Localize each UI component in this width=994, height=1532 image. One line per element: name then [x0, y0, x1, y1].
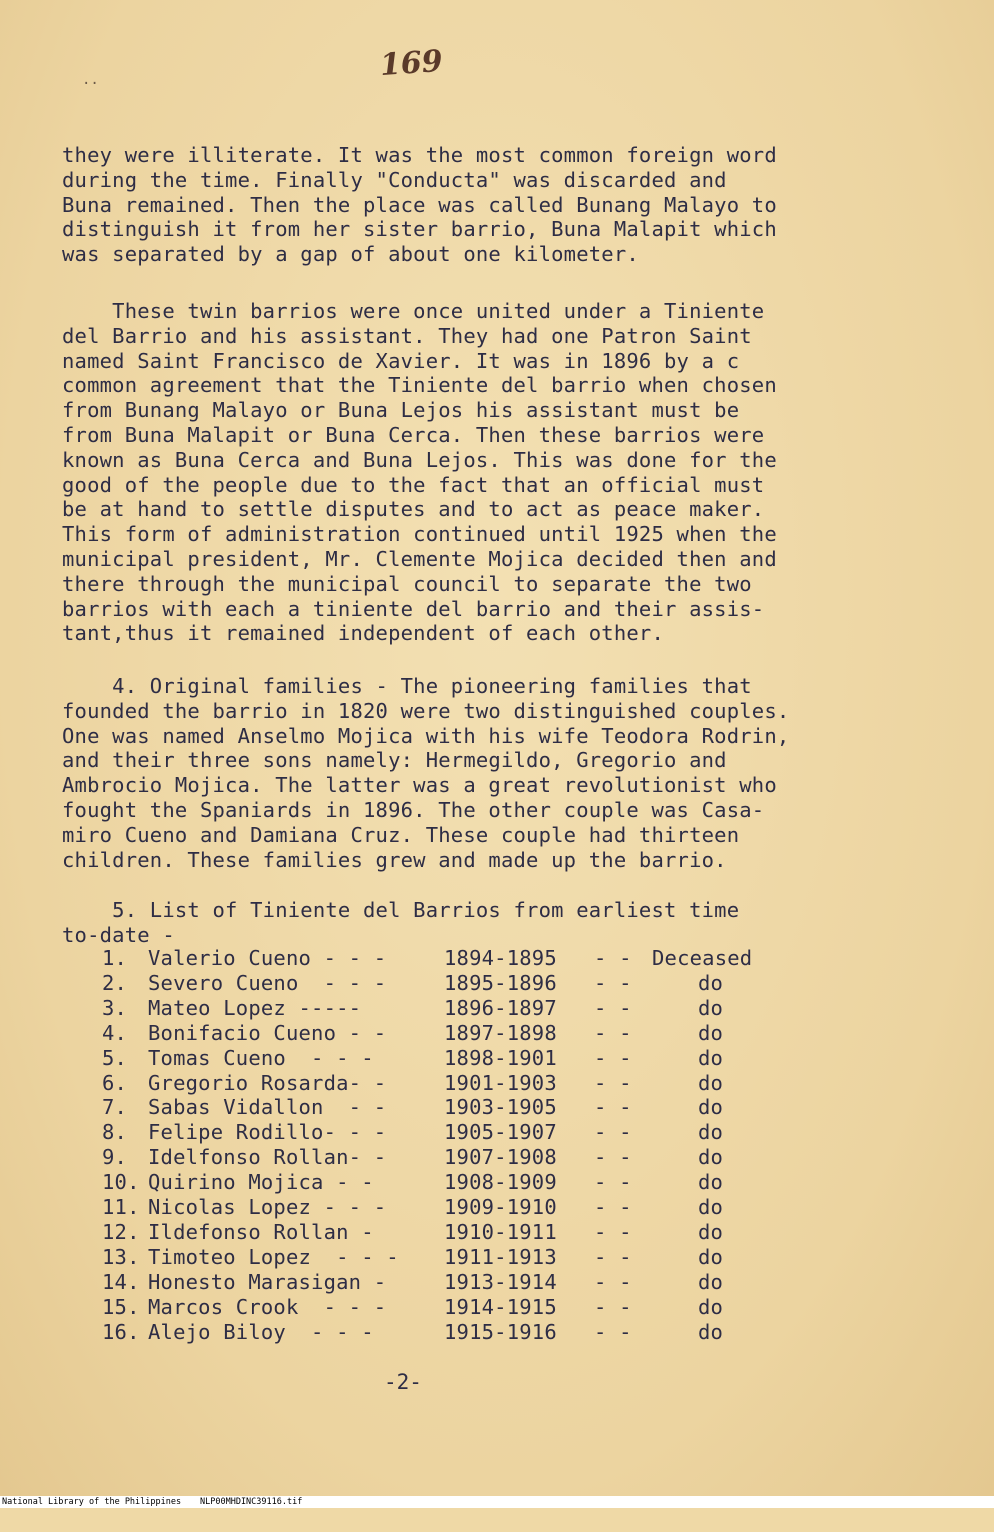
paragraph-barrio-name: they were illiterate. It was the most common foreign word during the time. Finally "Conducta" was discarded and Buna remained. Then the place was called Bunang Malayo to distinguish it from her sister barrio, Buna Malapit which was separated by a gap of about one kilometer.: [62, 143, 777, 267]
paragraph-twin-barrios: These twin barrios were once united under a Tiniente del Barrio and his assistant. They had one Patron Saint named Saint Francisco de Xavier. It was in 1896 by a c common agreement that the Tiniente del barrio when chosen from Bunang Malayo or Buna Lejos his assistant must be from Buna Malapit or Buna Cerca. Then these barrios were known as Buna Cerca and Buna Lejos. This was done for the good of the people due to the fact that an official must be at hand to settle disputes and to act as peace maker. This form of administration continued until 1925 when the municipal president, Mr. Clemente Mojica decided then and there through the municipal council to separate the two barrios with each a tiniente del barrio and their assis- tant,thus it remained independent of each other.: [62, 299, 777, 646]
tiniente-dash: - -: [594, 1244, 632, 1269]
tiniente-name: Gregorio Rosarda- -: [148, 1070, 387, 1095]
tiniente-number: 7.: [102, 1095, 128, 1120]
tiniente-years: 1898-1901: [444, 1045, 557, 1070]
tiniente-years: 1905-1907: [444, 1120, 557, 1145]
tiniente-dash: - -: [594, 995, 632, 1020]
tiniente-name: Quirino Mojica - -: [148, 1170, 374, 1195]
tiniente-dash: - -: [594, 1319, 632, 1344]
tiniente-years: 1911-1913: [444, 1244, 557, 1269]
tiniente-name: Marcos Crook - - -: [148, 1294, 387, 1319]
page-number: -2-: [384, 1370, 422, 1394]
tiniente-years: 1908-1909: [444, 1170, 557, 1195]
tiniente-years: 1903-1905: [444, 1095, 557, 1120]
footer-filename: NLP00MHDINC39116.tif: [200, 1497, 303, 1507]
tiniente-number: 12.: [102, 1219, 140, 1244]
tiniente-status: do: [698, 1244, 724, 1269]
tiniente-dash: - -: [594, 946, 632, 970]
tiniente-years: 1895-1896: [444, 970, 557, 995]
tiniente-status: do: [698, 995, 724, 1020]
tiniente-number: 10.: [102, 1170, 140, 1195]
tiniente-name: Timoteo Lopez - - -: [148, 1244, 399, 1269]
tiniente-years: 1909-1910: [444, 1195, 557, 1219]
tiniente-years: 1897-1898: [444, 1020, 557, 1045]
tiniente-number: 15.: [102, 1294, 140, 1319]
tiniente-status: do: [698, 1269, 724, 1294]
tiniente-number: 1.: [102, 946, 128, 970]
tiniente-name: Ildefonso Rollan -: [148, 1219, 374, 1244]
tiniente-dash: - -: [594, 1020, 632, 1045]
tiniente-status: do: [698, 1319, 724, 1344]
tiniente-name: Felipe Rodillo- - -: [148, 1120, 387, 1145]
tiniente-number: 9.: [102, 1145, 128, 1170]
tiniente-name: Nicolas Lopez - - -: [148, 1195, 387, 1219]
tiniente-number: 13.: [102, 1244, 140, 1269]
tiniente-status: do: [698, 970, 724, 995]
footer-library: National Library of the Philippines: [2, 1497, 182, 1507]
tiniente-years: 1896-1897: [444, 995, 557, 1020]
tiniente-years: 1901-1903: [444, 1070, 557, 1095]
tiniente-number: 6.: [102, 1070, 128, 1095]
tiniente-number: 5.: [102, 1045, 128, 1070]
tiniente-dash: - -: [594, 1269, 632, 1294]
handwritten-page-number: 169: [378, 43, 444, 84]
tiniente-dash: - -: [594, 970, 632, 995]
tiniente-number: 3.: [102, 995, 128, 1020]
tiniente-name: Severo Cueno - - -: [148, 970, 387, 995]
tiniente-status: do: [698, 1294, 724, 1319]
tiniente-number: 2.: [102, 970, 128, 995]
tiniente-status: do: [698, 1020, 724, 1045]
tiniente-years: 1894-1895: [444, 946, 557, 970]
tiniente-years: 1907-1908: [444, 1145, 557, 1170]
tiniente-dash: - -: [594, 1170, 632, 1195]
tiniente-name: Alejo Biloy - - -: [148, 1319, 374, 1344]
tiniente-status: do: [698, 1219, 724, 1244]
paragraph-original-families: 4. Original families - The pioneering families that founded the barrio in 1820 were two distinguished couples. One was named Anselmo Mojica with his wife Teodora Rodrin, and their three sons namely: Hermegildo, Gregorio and Ambrocio Mojica. The latter was a great revolutionist who fought the Spaniards in 1896. The other couple was Casa- miro Cueno and Damiana Cruz. These couple had thirteen children. These families grew and made up the barrio.: [62, 674, 790, 872]
archive-footer: [0, 1496, 994, 1508]
tiniente-number: 11.: [102, 1195, 140, 1219]
tiniente-status: Deceased: [652, 946, 753, 970]
tiniente-dash: - -: [594, 1070, 632, 1095]
tiniente-dash: - -: [594, 1294, 632, 1319]
tiniente-number: 4.: [102, 1020, 128, 1045]
tiniente-dash: - -: [594, 1045, 632, 1070]
tiniente-name: Valerio Cueno - - -: [148, 946, 387, 970]
stray-mark: ..: [82, 72, 99, 88]
tiniente-name: Mateo Lopez -----: [148, 995, 362, 1020]
tiniente-status: do: [698, 1145, 724, 1170]
tiniente-status: do: [698, 1120, 724, 1145]
tiniente-name: Tomas Cueno - - -: [148, 1045, 374, 1070]
tiniente-dash: - -: [594, 1219, 632, 1244]
tiniente-number: 14.: [102, 1269, 140, 1294]
tiniente-years: 1910-1911: [444, 1219, 557, 1244]
tiniente-number: 8.: [102, 1120, 128, 1145]
tiniente-years: 1915-1916: [444, 1319, 557, 1344]
tiniente-status: do: [698, 1095, 724, 1120]
tiniente-number: 16.: [102, 1319, 140, 1344]
tiniente-dash: - -: [594, 1120, 632, 1145]
tiniente-status: do: [698, 1070, 724, 1095]
tiniente-name: Bonifacio Cueno - -: [148, 1020, 387, 1045]
tiniente-dash: - -: [594, 1095, 632, 1120]
tiniente-years: 1913-1914: [444, 1269, 557, 1294]
tiniente-name: Honesto Marasigan -: [148, 1269, 387, 1294]
tiniente-status: do: [698, 1195, 724, 1219]
tiniente-years: 1914-1915: [444, 1294, 557, 1319]
tiniente-status: do: [698, 1045, 724, 1070]
tiniente-name: Sabas Vidallon - -: [148, 1095, 387, 1120]
tiniente-dash: - -: [594, 1145, 632, 1170]
paragraph-tiniente-list-heading: 5. List of Tiniente del Barrios from earliest time to-date -: [62, 898, 740, 947]
tiniente-name: Idelfonso Rollan- -: [148, 1145, 387, 1170]
tiniente-status: do: [698, 1170, 724, 1195]
tiniente-dash: - -: [594, 1195, 632, 1219]
